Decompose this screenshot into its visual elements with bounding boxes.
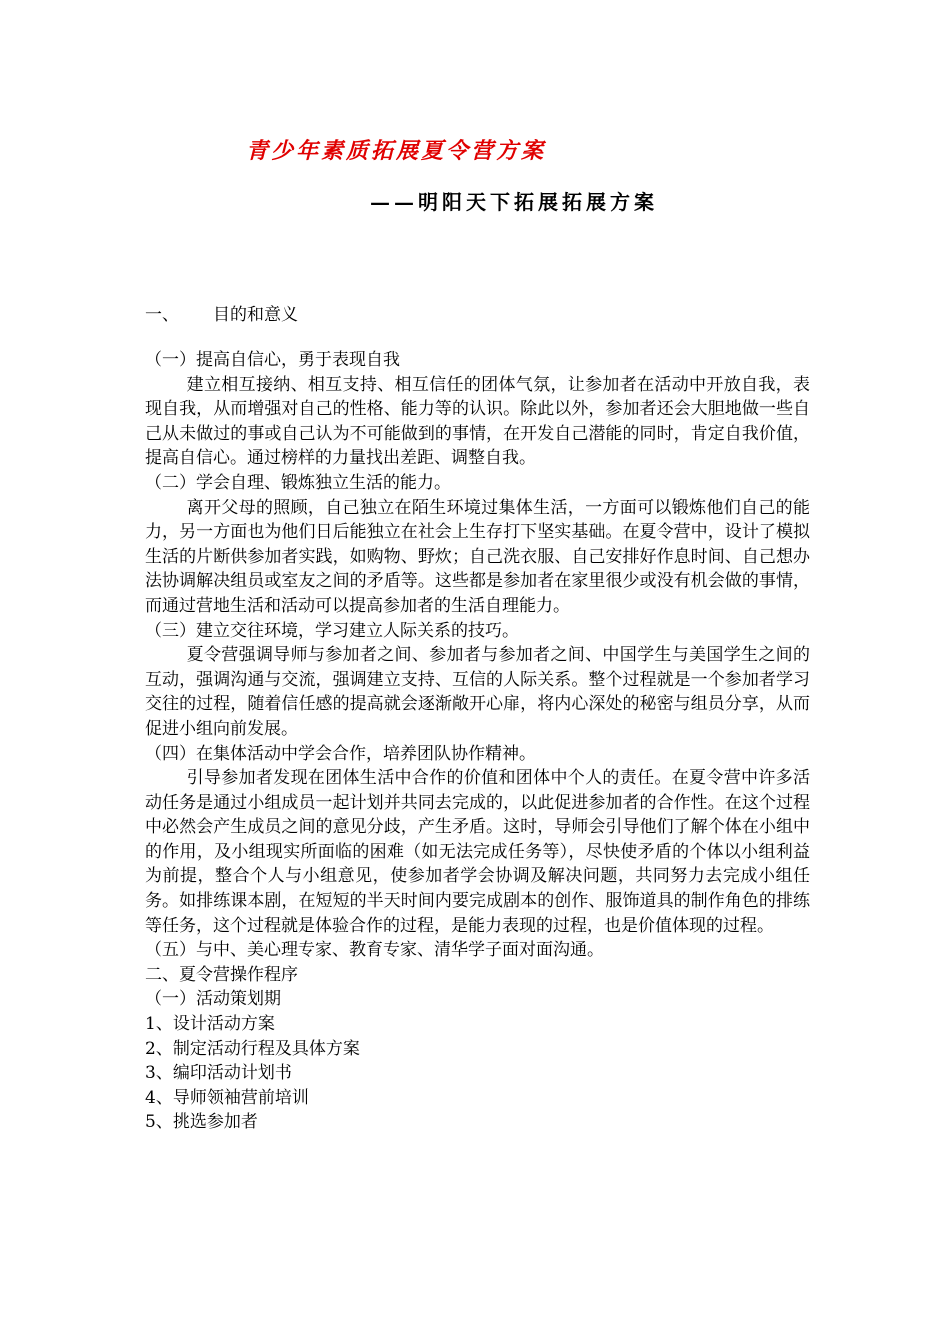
paragraph: （一）提高自信心，勇于表现自我	[145, 350, 400, 370]
section-heading	[145, 300, 298, 325]
section-heading-text: 目的和意义	[213, 305, 298, 325]
document-title: 青少年素质拓展夏令营方案	[246, 138, 547, 164]
paragraph: （五）与中、美心理专家、教育专家、清华学子面对面沟通。	[145, 940, 604, 961]
paragraph: （四）在集体活动中学会合作，培养团队协作精神。	[145, 743, 536, 764]
paragraph: （三）建立交往环境，学习建立人际关系的技巧。	[145, 620, 519, 641]
list-item: 2、制定活动行程及具体方案	[145, 1038, 360, 1059]
document-body	[145, 348, 810, 1135]
paragraph: （二）学会自理、锻炼独立生活的能力。	[145, 472, 451, 493]
paragraph: 夏令营强调导师与参加者之间、参加者与参加者之间、中国学生与美国学生之间的互动，强调沟通与交流，强调建立支持、互信的人际关系。整个过程就是一个参加者学习交往的过程，随着信任感的提高就会逐渐敞开心扉，将内心深处的秘密与组员分享，从而促进小组向前发展。	[145, 645, 810, 739]
paragraph: 二、夏令营操作程序	[145, 964, 298, 985]
section-number: 一、	[145, 305, 179, 325]
document-subtitle: ——明阳天下拓展拓展方案	[370, 190, 658, 214]
list-item: 5、挑选参加者	[145, 1112, 258, 1133]
list-item: 3、编印活动计划书	[145, 1063, 292, 1084]
list-item: 1、设计活动方案	[145, 1014, 275, 1035]
paragraph: （一）活动策划期	[145, 989, 281, 1010]
paragraph: 引导参加者发现在团体生活中合作的价值和团体中个人的责任。在夏令营中许多活动任务是通过小组成员一起计划并共同去完成的，以此促进参加者的合作性。在这个过程中必然会产生成员之间的意见分歧，产生矛盾。这时，导师会引导他们了解个体在小组中的作用，及小组现实所面临的困难（如无法完成任务等），尽快使矛盾的个体以小组利益为前提，整合个人与小组意见，使参加者学会协调及解决问题，共同努力去完成小组任务。如排练课本剧，在短短的半天时间内要完成剧本的创作、服饰道具的制作角色的排练等任务，这个过程就是体验合作的过程，是能力表现的过程，也是价值体现的过程。	[145, 768, 810, 936]
paragraph: 建立相互接纳、相互支持、相互信任的团体气氛，让参加者在活动中开放自我，表现自我，从而增强对自己的性格、能力等的认识。除此以外，参加者还会大胆地做一些自己从未做过的事或自己认为不可能做到的事情，在开发自己潜能的同时，肯定自我价值，提高自信心。通过榜样的力量找出差距、调整自我。	[145, 374, 810, 469]
paragraph: 离开父母的照顾，自己独立在陌生环境过集体生活，一方面可以锻炼他们自己的能力，另一方面也为他们日后能独立在社会上生存打下坚实基础。在夏令营中，设计了模拟生活的片断供参加者实践，如购物、野炊；自己洗衣服、自己安排好作息时间、自己想办法协调解决组员或室友之间的矛盾等。这些都是参加者在家里很少或没有机会做的事情，而通过营地生活和活动可以提高参加者的生活自理能力。	[145, 497, 810, 616]
list-item: 4、导师领袖营前培训	[145, 1087, 309, 1108]
